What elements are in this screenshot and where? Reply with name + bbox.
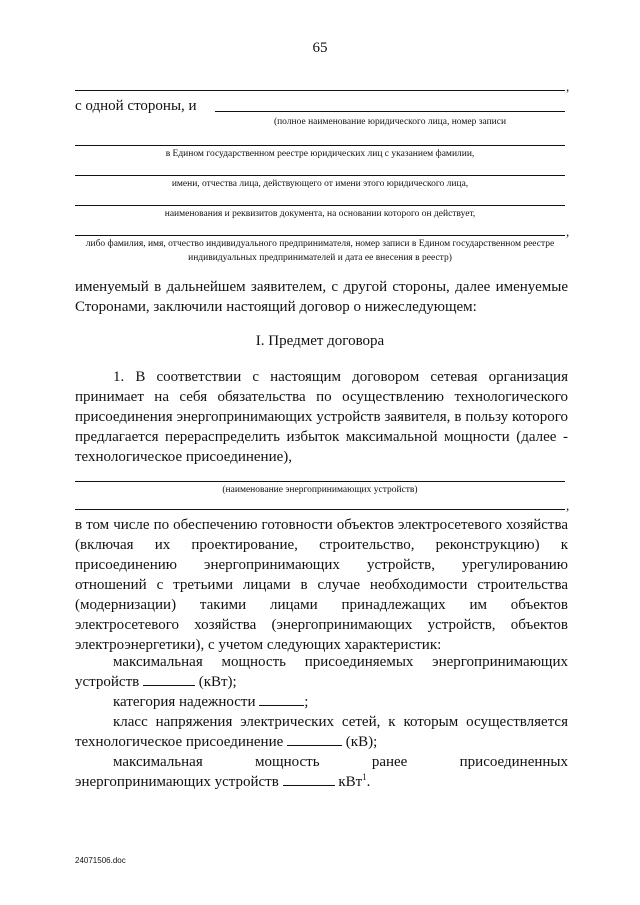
registry-line xyxy=(75,145,565,146)
party-name-line xyxy=(75,90,565,91)
page-number: 65 xyxy=(312,40,328,56)
prev-power-item xyxy=(75,752,568,792)
voltage-item xyxy=(75,712,568,752)
entrepreneur-line xyxy=(75,235,565,236)
prev-power-line-2 xyxy=(75,772,568,792)
prev-power-word: мощность xyxy=(255,754,320,770)
section-title: I. Предмет договора xyxy=(255,333,385,349)
voltage-blank[interactable] xyxy=(287,733,342,746)
caption-legal-name: (полное наименование юридического лица, номер записи xyxy=(273,117,507,127)
document-line xyxy=(75,205,565,206)
reliability-item xyxy=(75,692,568,712)
prev-power-unit: кВт xyxy=(338,774,363,790)
intro-paragraph: именуемый в дальнейшем заявителем, с другой стороны, далее именуемые Сторонами, заключили настоящий договор о нижеследующем: xyxy=(75,279,568,315)
prev-power-word: максимальная xyxy=(113,754,203,770)
line-comma: , xyxy=(566,498,570,513)
max-power-item xyxy=(75,652,568,692)
max-power-blank[interactable] xyxy=(143,673,195,686)
footer-filename: 24071506.doc xyxy=(75,856,126,865)
device-name-line-2 xyxy=(75,509,565,510)
counterparty-line xyxy=(215,111,565,112)
max-power-unit: (кВт); xyxy=(198,674,237,690)
prev-power-line-1 xyxy=(75,752,568,772)
prev-power-end: . xyxy=(366,774,371,790)
line-comma: , xyxy=(566,224,570,239)
caption-representative: имени, отчества лица, действующего от имени этого юридического лица, xyxy=(171,179,469,189)
caption-registry: в Едином государственном реестре юридических лиц с указанием фамилии, xyxy=(165,149,475,159)
voltage-prefix: класс напряжения электрических сетей, к которым осуществляется технологическое присоединение xyxy=(75,714,568,750)
line-comma: , xyxy=(566,79,570,94)
device-name-line xyxy=(75,481,565,482)
caption-document: наименования и реквизитов документа, на основании которого он действует, xyxy=(164,209,476,219)
representative-line xyxy=(75,175,565,176)
reliability-prefix: категория надежности xyxy=(113,694,256,710)
max-power-prefix: максимальная мощность присоединяемых энергопринимающих устройств xyxy=(75,654,568,690)
clause-1: 1. В соответствии с настоящим договором сетевая организация принимает на себя обязательства по осуществлению технологического присоединения энергопринимающих устройств заявителя, в пользу которого предлагается перераспределить избыток максимальной мощности (далее - технологическое присоединение), xyxy=(75,369,568,465)
reliability-suffix: ; xyxy=(304,694,309,710)
clause-1-continued: в том числе по обеспечению готовности объектов электросетевого хозяйства (включая их проектирование, строительство, реконструкцию) к присоединению энергопринимающих устройств, урегулированию отношений с третьими лицами в случае необходимости строительства (модернизации) такими лицами принадлежащих им объектов электросетевого хозяйства (энергопринимающих устройств, объектов электроэнергетики), с учетом следующих характеристик: xyxy=(75,517,568,653)
voltage-unit: (кВ); xyxy=(345,734,378,750)
prev-power-line2-text: энергопринимающих устройств xyxy=(75,774,279,790)
footnote-mark[interactable]: 1 xyxy=(362,772,367,782)
caption-entrepreneur: либо фамилия, имя, отчество индивидуального предпринимателя, номер записи в Едином государственном реестре индивидуальных предпринимателей и дата ее внесения в реестр) xyxy=(85,239,555,263)
prev-power-word: ранее xyxy=(371,754,408,770)
reliability-blank[interactable] xyxy=(259,693,304,706)
one-side-label: с одной стороны, и xyxy=(75,98,197,114)
prev-power-word: присоединенных xyxy=(459,754,568,770)
prev-power-blank[interactable] xyxy=(283,773,335,786)
caption-device: (наименование энергопринимающих устройств) xyxy=(222,485,418,495)
